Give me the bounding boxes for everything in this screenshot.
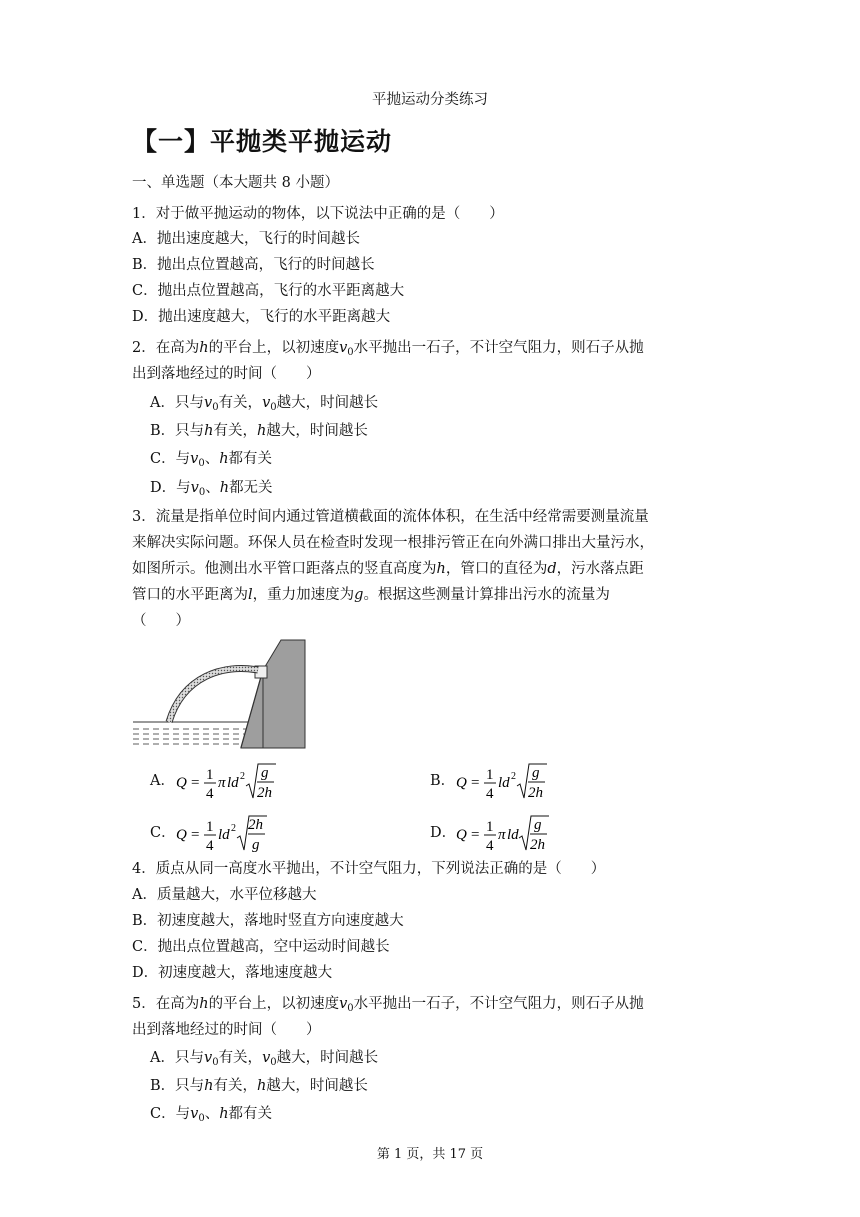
- q1-stem: 1．对于做平抛运动的物体，以下说法中正确的是（ ）: [132, 206, 504, 222]
- symbol-q: Q: [456, 827, 467, 843]
- q5-option-c: C．与$v_0$、h都有关: [150, 1106, 273, 1124]
- q4-stem: 4．质点从同一高度水平抛出，不计空气阻力，下列说法正确的是（ ）: [132, 861, 606, 877]
- symbol-q: Q: [176, 775, 187, 791]
- q2-stem-line2: 出到落地经过的时间（ ）: [132, 366, 321, 382]
- exponent: 2: [511, 771, 516, 782]
- dam-wall: [263, 640, 305, 748]
- q3-formula-c: [176, 812, 266, 861]
- symbol-pi: π: [218, 775, 226, 791]
- section-title: 一、单选题（本大题共 8 小题）: [132, 175, 339, 191]
- q3-option-b: B．: [430, 773, 456, 789]
- fraction-numerator: 1: [206, 767, 214, 783]
- q5-option-a: A．只与$v_0$有关，$v_0$越大，时间越长: [150, 1050, 379, 1068]
- page-footer: 第 1 页，共 17 页: [376, 1147, 484, 1162]
- fraction-denominator: 4: [206, 838, 214, 854]
- q3-formula-a: [176, 760, 271, 809]
- fraction-denominator: 4: [206, 786, 214, 802]
- sqrt-denominator: 2h: [530, 837, 545, 853]
- q4-option-d: D．初速度越大，落地速度越大: [132, 965, 333, 981]
- q4-option-b: B．初速度越大，落地时竖直方向速度越大: [132, 913, 404, 929]
- fraction-denominator: 4: [486, 786, 494, 802]
- q3-option-c: C．: [150, 825, 176, 841]
- q2-option-d: D．与$v_0$、h都无关: [150, 480, 273, 498]
- equals-sign: =: [191, 775, 200, 791]
- equals-sign: =: [191, 827, 200, 843]
- sqrt-numerator: g: [532, 765, 540, 781]
- sqrt-numerator: g: [534, 817, 542, 833]
- sqrt-numerator: 2h: [248, 817, 263, 833]
- symbol-ld: ld: [507, 827, 519, 843]
- water-surface: [133, 722, 253, 747]
- q1-option-c: C．抛出点位置越高，飞行的水平距离越大: [132, 283, 405, 299]
- symbol-ld: ld: [218, 827, 230, 843]
- q1-option-d: D．抛出速度越大，飞行的水平距离越大: [132, 309, 391, 325]
- sewage-pipe-figure: [133, 636, 308, 752]
- symbol-q: Q: [456, 775, 467, 791]
- q3-stem-line3: 如图所示。他测出水平管口距落点的竖直高度为h，管口的直径为d，污水落点距: [132, 561, 644, 577]
- q4-option-c: C．抛出点位置越高，空中运动时间越长: [132, 939, 390, 955]
- q3-option-a: A．: [150, 773, 175, 789]
- page-header: 平抛运动分类练习: [372, 92, 488, 108]
- page-title: 【一】平抛类平抛运动: [132, 127, 393, 156]
- symbol-pi: π: [498, 827, 506, 843]
- equals-sign: =: [471, 775, 480, 791]
- symbol-ld: ld: [498, 775, 510, 791]
- sqrt-numerator: g: [261, 765, 269, 781]
- q3-option-d: D．: [430, 825, 457, 841]
- fraction-numerator: 1: [206, 819, 214, 835]
- q3-formula-b: [456, 760, 546, 809]
- q3-paren: （ ）: [132, 613, 190, 629]
- exponent: 2: [240, 771, 245, 782]
- exponent: 2: [231, 823, 236, 834]
- sqrt-denominator: g: [252, 837, 260, 853]
- fraction-denominator: 4: [486, 838, 494, 854]
- q5-stem-line2: 出到落地经过的时间（ ）: [132, 1022, 321, 1038]
- q2-option-c: C．与$v_0$、h都有关: [150, 451, 273, 469]
- q4-option-a: A．质量越大，水平位移越大: [132, 887, 317, 903]
- q2-stem: 2．在高为h的平台上，以初速度$v_0$水平抛出一石子，不计空气阻力，则石子从抛: [132, 340, 644, 358]
- sqrt-denominator: 2h: [528, 785, 543, 801]
- q3-stem-line1: 3．流量是指单位时间内通过管道横截面的流体体积，在生活中经常需要测量流量: [132, 509, 649, 525]
- q3-stem-line4: 管口的水平距离为l，重力加速度为g。根据这些测量计算排出污水的流量为: [132, 587, 610, 603]
- q1-option-b: B．抛出点位置越高，飞行的时间越长: [132, 257, 375, 273]
- q1-option-a: A．抛出速度越大，飞行的时间越长: [132, 231, 360, 247]
- fraction-numerator: 1: [486, 767, 494, 783]
- q3-stem-line2: 来解决实际问题。环保人员在检查时发现一根排污管正在向外满口排出大量污水，: [132, 535, 654, 551]
- sqrt-denominator: 2h: [257, 785, 272, 801]
- q5-stem: 5．在高为h的平台上，以初速度$v_0$水平抛出一石子，不计空气阻力，则石子从抛: [132, 996, 644, 1014]
- symbol-q: Q: [176, 827, 187, 843]
- q2-option-b: B．只与h有关，h越大，时间越长: [150, 423, 368, 439]
- q3-formula-d: [456, 812, 546, 861]
- equals-sign: =: [471, 827, 480, 843]
- fraction-numerator: 1: [486, 819, 494, 835]
- symbol-ld: ld: [227, 775, 239, 791]
- q5-option-b: B．只与h有关，h越大，时间越长: [150, 1078, 368, 1094]
- q2-option-a: A．只与$v_0$有关，$v_0$越大，时间越长: [150, 395, 379, 413]
